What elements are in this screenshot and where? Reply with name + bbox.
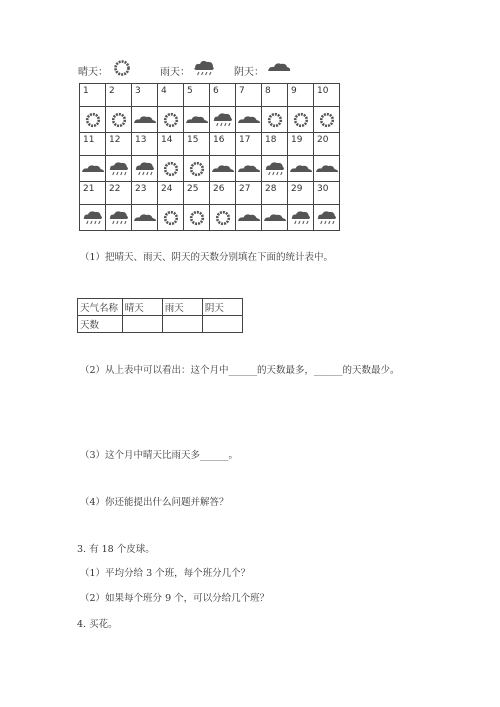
calendar-day-cell bbox=[210, 84, 236, 107]
problem-4-title: 4. 买花。 bbox=[77, 619, 118, 630]
calendar-day-cell bbox=[184, 84, 210, 107]
weather-cell bbox=[288, 107, 314, 133]
rain-cloud-icon bbox=[108, 160, 130, 178]
weather-cell bbox=[158, 156, 184, 182]
legend-rainy-label: 雨天： bbox=[160, 67, 190, 78]
rain-cloud-icon bbox=[192, 58, 216, 78]
question-3: （3）这个月中晴天比雨天多______。 bbox=[80, 450, 239, 461]
rain-cloud-icon bbox=[264, 160, 286, 178]
sun-icon bbox=[162, 111, 180, 129]
cloud-icon bbox=[237, 210, 261, 226]
rain-cloud-icon bbox=[290, 209, 312, 227]
weather-cell bbox=[158, 107, 184, 133]
stat-rainy-count-cell[interactable] bbox=[162, 316, 202, 333]
weather-cell bbox=[314, 205, 340, 231]
calendar-day-cell bbox=[80, 182, 106, 205]
day-number: 18 bbox=[265, 135, 277, 145]
calendar-day-cell bbox=[132, 133, 158, 156]
day-number: 3 bbox=[135, 86, 141, 96]
sun-icon bbox=[318, 111, 336, 129]
problem-3-part-2: （2）如果每个班分 9 个，可以分给几个班？ bbox=[80, 593, 270, 604]
calendar-day-cell bbox=[288, 84, 314, 107]
stat-value-row bbox=[78, 316, 243, 333]
calendar-day-cell bbox=[262, 133, 288, 156]
stat-header-rainy: 雨天 bbox=[162, 299, 202, 316]
day-number: 22 bbox=[109, 184, 121, 194]
day-number: 21 bbox=[83, 184, 95, 194]
weather-cell bbox=[132, 107, 158, 133]
day-number: 2 bbox=[109, 86, 115, 96]
day-number: 29 bbox=[291, 184, 303, 194]
legend-sunny-label: 晴天： bbox=[78, 67, 108, 78]
stat-header-sunny: 晴天 bbox=[122, 299, 162, 316]
weather-cell bbox=[132, 156, 158, 182]
weather-cell bbox=[236, 156, 262, 182]
calendar-day-cell bbox=[184, 133, 210, 156]
stat-header-cloudy: 阴天 bbox=[202, 299, 242, 316]
weather-calendar bbox=[79, 83, 340, 231]
day-number: 9 bbox=[291, 86, 297, 96]
weather-cell bbox=[262, 107, 288, 133]
sun-icon bbox=[162, 160, 180, 178]
weather-cell bbox=[210, 107, 236, 133]
calendar-day-cell bbox=[236, 84, 262, 107]
day-number: 23 bbox=[135, 184, 147, 194]
calendar-day-cell bbox=[314, 182, 340, 205]
sun-icon bbox=[84, 111, 102, 129]
calendar-date-row bbox=[80, 133, 340, 156]
sun-icon bbox=[188, 160, 206, 178]
calendar-day-cell bbox=[314, 84, 340, 107]
day-number: 11 bbox=[83, 135, 95, 145]
calendar-day-cell bbox=[132, 182, 158, 205]
calendar-day-cell bbox=[80, 84, 106, 107]
weather-cell bbox=[132, 205, 158, 231]
calendar-day-cell bbox=[288, 133, 314, 156]
stat-cloudy-count-cell[interactable] bbox=[202, 316, 242, 333]
question-4: （4）你还能提出什么问题并解答？ bbox=[80, 497, 229, 508]
calendar-day-cell bbox=[158, 84, 184, 107]
weather-cell bbox=[184, 156, 210, 182]
rain-cloud-icon bbox=[82, 209, 104, 227]
cloud-icon bbox=[81, 161, 105, 177]
day-number: 5 bbox=[187, 86, 193, 96]
calendar-day-cell bbox=[210, 133, 236, 156]
calendar-weather-row bbox=[80, 107, 340, 133]
day-number: 24 bbox=[161, 184, 173, 194]
weather-cell bbox=[106, 205, 132, 231]
calendar-day-cell bbox=[80, 133, 106, 156]
day-number: 28 bbox=[265, 184, 277, 194]
weather-cell bbox=[262, 205, 288, 231]
cloud-icon bbox=[133, 210, 157, 226]
weather-cell bbox=[158, 205, 184, 231]
day-number: 1 bbox=[83, 86, 89, 96]
calendar-day-cell bbox=[314, 133, 340, 156]
day-number: 10 bbox=[317, 86, 329, 96]
stat-row-label: 天数 bbox=[78, 316, 123, 333]
weather-cell bbox=[80, 156, 106, 182]
day-number: 13 bbox=[135, 135, 147, 145]
cloud-icon bbox=[211, 161, 235, 177]
stat-header-row bbox=[78, 299, 243, 316]
day-number: 6 bbox=[213, 86, 219, 96]
weather-cell bbox=[262, 156, 288, 182]
cloud-icon bbox=[133, 112, 157, 128]
calendar-day-cell bbox=[106, 182, 132, 205]
sun-icon bbox=[110, 111, 128, 129]
calendar-day-cell bbox=[158, 133, 184, 156]
calendar-day-cell bbox=[106, 84, 132, 107]
cloud-icon bbox=[266, 58, 292, 78]
question-2: （2）从上表中可以看出：这个月中______的天数最多，______的天数最少。 bbox=[80, 365, 400, 376]
calendar-day-cell bbox=[262, 182, 288, 205]
calendar-date-row bbox=[80, 84, 340, 107]
sun-icon bbox=[266, 111, 284, 129]
day-number: 25 bbox=[187, 184, 199, 194]
weather-cell bbox=[236, 205, 262, 231]
stat-sunny-count-cell[interactable] bbox=[122, 316, 162, 333]
weather-cell bbox=[288, 205, 314, 231]
sun-icon bbox=[112, 58, 132, 78]
sun-icon bbox=[188, 209, 206, 227]
problem-3-part-1: （1）平均分给 3 个班，每个班分几个？ bbox=[80, 568, 251, 579]
day-number: 26 bbox=[213, 184, 225, 194]
cloud-icon bbox=[185, 112, 209, 128]
day-number: 20 bbox=[317, 135, 329, 145]
cloud-icon bbox=[315, 161, 339, 177]
day-number: 7 bbox=[239, 86, 245, 96]
statistics-table bbox=[77, 298, 243, 333]
day-number: 4 bbox=[161, 86, 167, 96]
weather-cell bbox=[106, 107, 132, 133]
calendar-weather-row bbox=[80, 156, 340, 182]
calendar-day-cell bbox=[106, 133, 132, 156]
rain-cloud-icon bbox=[108, 209, 130, 227]
weather-cell bbox=[184, 205, 210, 231]
weather-cell bbox=[184, 107, 210, 133]
day-number: 14 bbox=[161, 135, 173, 145]
calendar-day-cell bbox=[262, 84, 288, 107]
calendar-day-cell bbox=[158, 182, 184, 205]
calendar-weather-row bbox=[80, 205, 340, 231]
calendar-day-cell bbox=[236, 133, 262, 156]
day-number: 17 bbox=[239, 135, 251, 145]
day-number: 16 bbox=[213, 135, 225, 145]
calendar-day-cell bbox=[210, 182, 236, 205]
weather-cell bbox=[236, 107, 262, 133]
calendar-day-cell bbox=[184, 182, 210, 205]
day-number: 15 bbox=[187, 135, 199, 145]
day-number: 30 bbox=[317, 184, 329, 194]
rain-cloud-icon bbox=[316, 209, 338, 227]
weather-cell bbox=[106, 156, 132, 182]
day-number: 8 bbox=[265, 86, 271, 96]
day-number: 12 bbox=[109, 135, 121, 145]
stat-header-name: 天气名称 bbox=[78, 299, 123, 316]
rain-cloud-icon bbox=[212, 111, 234, 129]
cloud-icon bbox=[263, 210, 287, 226]
rain-cloud-icon bbox=[134, 160, 156, 178]
legend-cloudy-label: 阴天： bbox=[234, 67, 264, 78]
sun-icon bbox=[162, 209, 180, 227]
calendar-day-cell bbox=[288, 182, 314, 205]
day-number: 27 bbox=[239, 184, 251, 194]
cloud-icon bbox=[289, 161, 313, 177]
weather-cell bbox=[210, 156, 236, 182]
day-number: 19 bbox=[291, 135, 303, 145]
weather-cell bbox=[210, 205, 236, 231]
weather-cell bbox=[80, 205, 106, 231]
sun-icon bbox=[292, 111, 310, 129]
calendar-date-row bbox=[80, 182, 340, 205]
calendar-day-cell bbox=[236, 182, 262, 205]
problem-3-title: 3. 有 18 个皮球。 bbox=[77, 544, 155, 555]
cloud-icon bbox=[237, 112, 261, 128]
calendar-day-cell bbox=[132, 84, 158, 107]
cloud-icon bbox=[237, 161, 261, 177]
sun-icon bbox=[214, 209, 232, 227]
weather-cell bbox=[314, 156, 340, 182]
weather-cell bbox=[288, 156, 314, 182]
question-1: （1）把晴天、雨天、阴天的天数分别填在下面的统计表中。 bbox=[80, 252, 334, 263]
weather-cell bbox=[80, 107, 106, 133]
weather-cell bbox=[314, 107, 340, 133]
